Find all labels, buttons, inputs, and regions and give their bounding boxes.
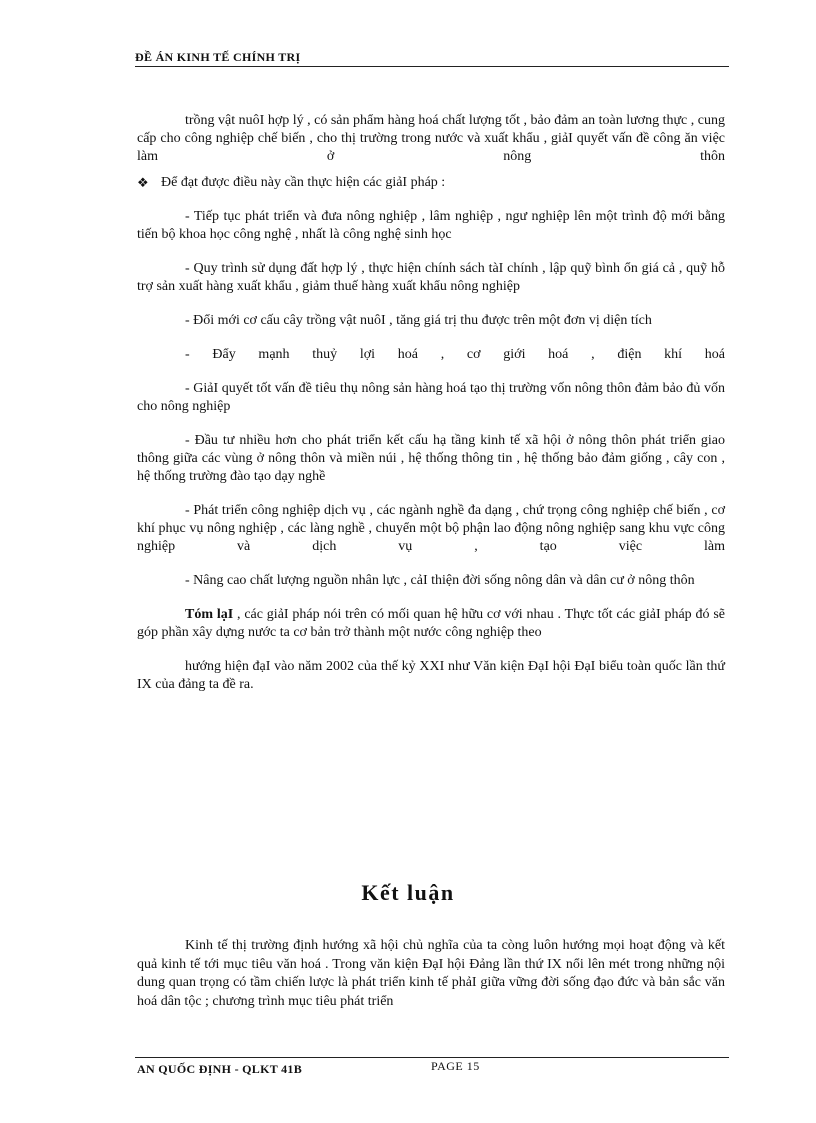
bullet-text: Để đạt được điều này cần thực hiện các giảI pháp : [161, 175, 446, 190]
paragraph-intro: trồng vật nuôI hợp lý , có sản phẩm hàng hoá chất lượng tốt , bảo đảm an toàn lương thực , cung cấp cho công nghiệp chế biến , cho thị trường trong nước và xuất khẩu , giảI quyết vấn đề công ăn việc làm ở nông thôn [137, 113, 725, 164]
spacer [137, 244, 725, 260]
header-divider [135, 66, 729, 67]
spacer [137, 330, 725, 346]
list-item: - Nâng cao chất lượng nguồn nhân lực , cảI thiện đời sống nông dân và dân cư ở nông thôn [185, 573, 695, 588]
footer-divider [135, 1057, 729, 1058]
spacer [137, 296, 725, 312]
list-item: - GiảI quyết tốt vấn đề tiêu thụ nông sản hàng hoá tạo thị trường vốn nông thôn đảm bảo đủ vốn cho nông nghiệp [137, 381, 725, 414]
bullet-heading [137, 174, 725, 192]
spacer [137, 416, 725, 432]
spacer [137, 192, 725, 208]
spacer [137, 364, 725, 380]
list-item: - Đẩy mạnh thuỷ lợi hoá , cơ giới hoá , điện khí hoá [185, 347, 725, 362]
conclusion-content [137, 937, 725, 1011]
conclusion-title: Kết luận [361, 880, 455, 905]
spacer [137, 590, 725, 606]
list-item: - Phát triển công nghiệp dịch vụ , các ngành nghề đa dạng , chứ trọng công nghiệp chế biến , cơ khí phục vụ nông nghiệp , các làng nghề , chuyển một bộ phận lao động nông nghiệp sang khu vực công nghiệp và dịch vụ , tạo việc làm [137, 503, 725, 554]
page-header-title: ĐỀ ÁN KINH TẾ CHÍNH TRỊ [135, 50, 301, 64]
list-item: - Đầu tư nhiều hơn cho phát triển kết cấu hạ tầng kinh tế xã hội ở nông thôn phát triển giao thông giữa các vùng ở nông thôn và miền núi , hệ thống thông tin , hệ thống bảo đảm giống , cây con , hệ thống trường đào tạo dạy nghề [137, 433, 725, 484]
summary-bold-label: Tóm lạI [185, 607, 234, 622]
spacer [137, 556, 725, 572]
spacer [137, 486, 725, 502]
diamond-bullet-icon: ❖ [137, 175, 149, 190]
spacer [137, 642, 725, 658]
summary-text: , các giảI pháp nói trên có mối quan hệ hữu cơ với nhau . Thực tốt các giảI pháp đó sẽ góp phần xây dựng nước ta cơ bản trở thành một nước công nghiệp theo [137, 607, 725, 640]
list-item: - Tiếp tục phát triển và đưa nông nghiệp , lâm nghiệp , ngư nghiệp lên một trình độ mới bằng tiến bộ khoa học công nghệ , nhất là công nghệ sinh học [137, 209, 725, 242]
summary-paragraph [137, 606, 725, 642]
summary-continued: hướng hiện đạI vào năm 2002 của thế kỷ XXI như Văn kiện ĐạI hội ĐạI biểu toàn quốc lần thứ IX của đảng ta đề ra. [137, 659, 725, 692]
conclusion-paragraph: Kinh tế thị trường định hướng xã hội chủ nghĩa của ta còng luôn hướng mọi hoạt động và kết quả kinh tế tới mục tiêu văn hoá . Trong văn kiện ĐạI hội Đảng lần thứ IX nổi lên mét trong những nội dung quan trọng có tầm chiến lược là phát triển kinh tế phảI giữa vững đời sống đạo đức và bản sắc văn hoá dân tộc ; chương trình mục tiêu phát triển [137, 938, 725, 1009]
page-number: PAGE 15 [431, 1059, 480, 1073]
spacer [137, 166, 725, 174]
list-item: - Quy trình sử dụng đất hợp lý , thực hiện chính sách tàI chính , lập quỹ bình ổn giá cả , quỹ hỗ trợ sản xuất hàng xuất khẩu , giảm thuế hàng xuất khẩu nông nghiệp [137, 261, 725, 294]
footer-author: AN QUỐC ĐỊNH - QLKT 41B [137, 1062, 303, 1076]
list-item: - Đổi mới cơ cấu cây trồng vật nuôI , tăng giá trị thu được trên một đơn vị diện tích [185, 313, 652, 328]
main-content [137, 112, 725, 694]
